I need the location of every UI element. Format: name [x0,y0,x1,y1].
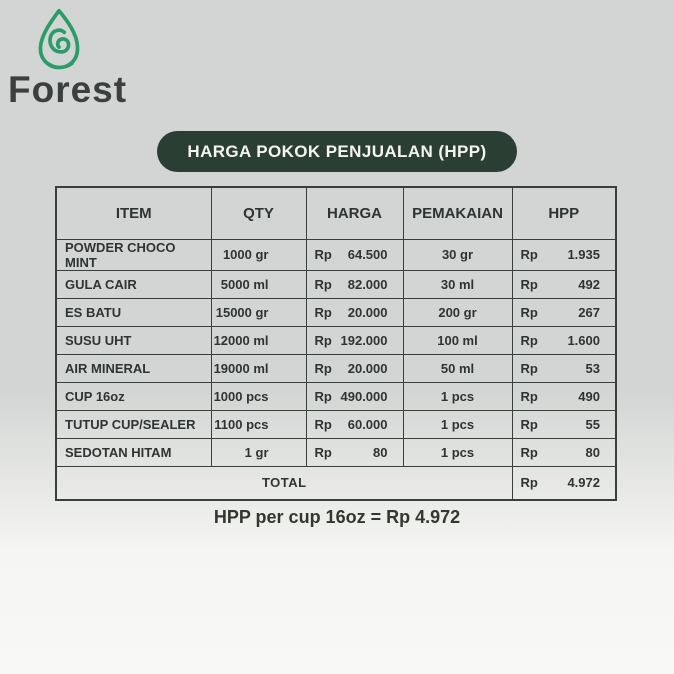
cell-qty: 5000 ml [211,270,306,298]
cell-item: ES BATU [56,298,211,326]
table-row [56,298,616,326]
cell-qty: 12000 ml [211,326,306,354]
cell-pemakaian: 30 ml [403,270,512,298]
cell-hpp [512,382,616,410]
table-row [56,438,616,466]
harga-value: 192.000 [340,332,388,348]
harga-value: 80 [373,444,388,460]
cell-hpp [512,326,616,354]
hpp-value: 1.935 [567,247,600,262]
cell-pemakaian: 1 pcs [403,410,512,438]
cell-item: POWDER CHOCO MINT [56,239,211,270]
harga-value: 20.000 [347,360,388,376]
cell-harga [306,354,403,382]
cell-hpp [512,410,616,438]
cell-pemakaian: 1 pcs [403,382,512,410]
cell-harga [306,239,403,270]
hpp-value: 55 [585,416,600,432]
cell-qty: 1000 pcs [211,382,306,410]
cell-item: GULA CAIR [56,270,211,298]
harga-value: 490.000 [340,388,388,404]
header-pemakaian: PEMAKAIAN [403,187,512,239]
header-hpp: HPP [512,187,616,239]
table-row [56,382,616,410]
currency-prefix: Rp [314,388,332,404]
currency-prefix: Rp [314,444,332,460]
cell-item: CUP 16oz [56,382,211,410]
harga-value: 82.000 [347,276,388,292]
harga-value: 60.000 [347,416,388,432]
hpp-table [55,186,617,501]
cell-qty: 1 gr [211,438,306,466]
total-hpp-value: 4.972 [567,475,600,491]
cell-item: SUSU UHT [56,326,211,354]
hpp-value: 80 [585,444,600,460]
table-row [56,239,616,270]
hpp-per-cup-note: HPP per cup 16oz = Rp 4.972 [213,507,461,527]
hpp-value: 267 [578,304,600,320]
cell-qty: 15000 gr [211,298,306,326]
currency-prefix: Rp [520,475,538,491]
header-item: ITEM [56,187,211,239]
cell-hpp [512,438,616,466]
header-harga: HARGA [306,187,403,239]
currency-prefix: Rp [520,304,538,320]
hpp-value: 490 [578,388,600,404]
cell-item: SEDOTAN HITAM [56,438,211,466]
harga-value: 64.500 [347,247,388,262]
cell-pemakaian: 200 gr [403,298,512,326]
currency-prefix: Rp [314,276,332,292]
cell-pemakaian: 30 gr [403,239,512,270]
currency-prefix: Rp [520,444,538,460]
cell-item: TUTUP CUP/SEALER [56,410,211,438]
cell-qty: 19000 ml [211,354,306,382]
cell-pemakaian: 1 pcs [403,438,512,466]
cell-hpp [512,354,616,382]
hpp-value: 492 [578,276,600,292]
harga-value: 20.000 [347,304,388,320]
cell-pemakaian: 50 ml [403,354,512,382]
currency-prefix: Rp [520,416,538,432]
currency-prefix: Rp [520,332,538,348]
cell-item: AIR MINERAL [56,354,211,382]
cell-harga [306,270,403,298]
cell-hpp [512,298,616,326]
cell-qty: 1000 gr [211,239,306,270]
currency-prefix: Rp [520,276,538,292]
currency-prefix: Rp [314,304,332,320]
cell-harga [306,438,403,466]
hpp-value: 1.600 [567,332,600,348]
table-row [56,326,616,354]
cell-hpp [512,270,616,298]
currency-prefix: Rp [520,388,538,404]
currency-prefix: Rp [314,416,332,432]
total-label: TOTAL [56,466,512,500]
cell-harga [306,382,403,410]
total-hpp-cell [512,466,616,500]
currency-prefix: Rp [520,360,538,376]
total-row [56,466,616,500]
leaf-icon [32,7,86,73]
cell-harga [306,298,403,326]
table-header-row [56,187,616,239]
table-row [56,410,616,438]
title-banner [157,131,517,172]
table-row [56,354,616,382]
currency-prefix: Rp [314,332,332,348]
cell-hpp [512,239,616,270]
cell-qty: 1100 pcs [211,410,306,438]
page-title: HARGA POKOK PENJUALAN (HPP) [187,141,487,161]
hpp-value: 53 [585,360,600,376]
cell-harga [306,326,403,354]
currency-prefix: Rp [314,247,332,262]
currency-prefix: Rp [520,247,538,262]
brand-wordmark: Forest [8,69,128,110]
currency-prefix: Rp [314,360,332,376]
cell-harga [306,410,403,438]
header-qty: QTY [211,187,306,239]
table-row [56,270,616,298]
cell-pemakaian: 100 ml [403,326,512,354]
